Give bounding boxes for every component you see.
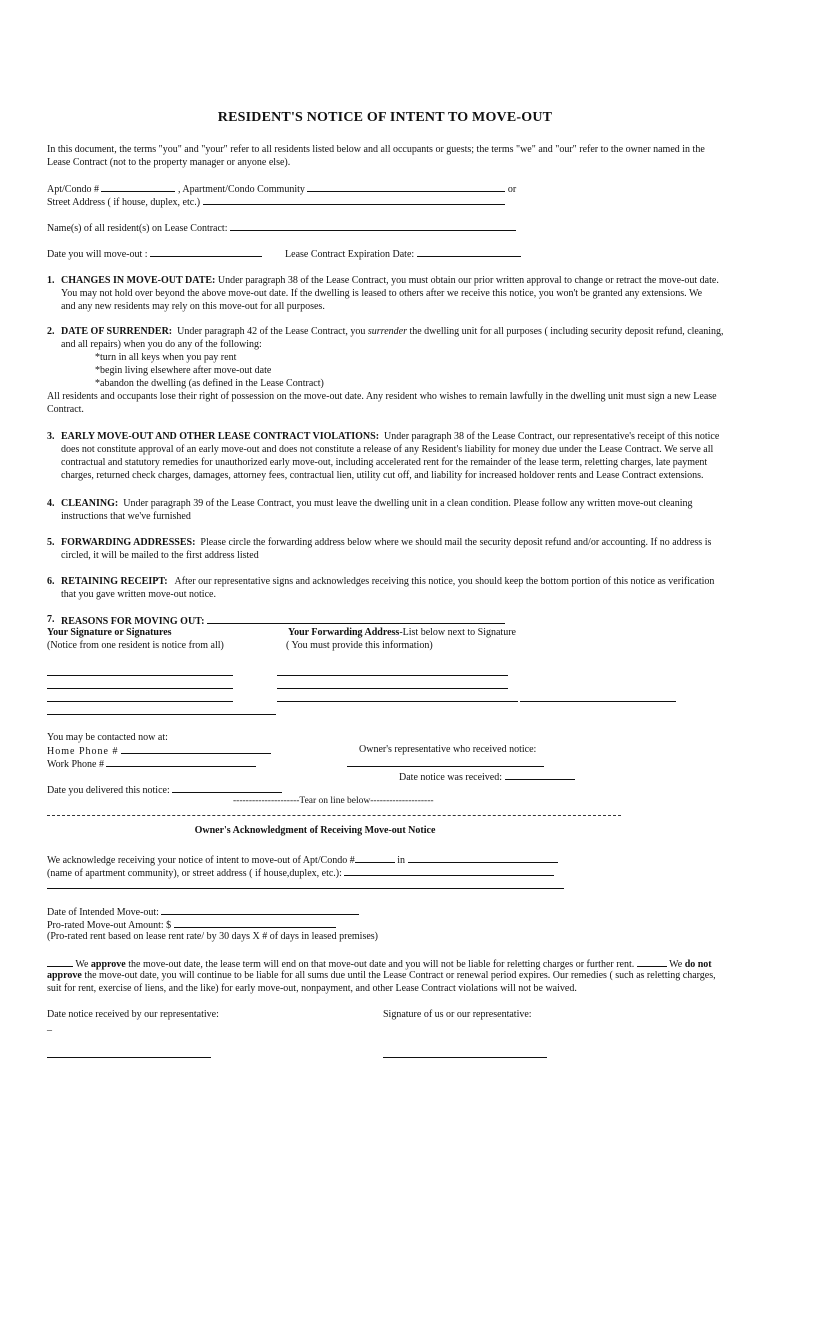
section-5-line-2: circled, it will be mailed to the first address listed bbox=[61, 550, 259, 561]
date-delivered-field[interactable] bbox=[172, 782, 282, 793]
expiration-label: Lease Contract Expiration Date: bbox=[285, 249, 415, 260]
section-4 bbox=[61, 497, 769, 523]
forwarding-address-line-1[interactable] bbox=[277, 675, 508, 676]
street-address-field[interactable] bbox=[203, 194, 505, 205]
section-2-footer-2: Contract. bbox=[47, 404, 84, 415]
names-label: Name(s) of all resident(s) on Lease Contract: bbox=[47, 223, 228, 234]
section-6 bbox=[61, 575, 769, 601]
section-3-line-3: contractual and statutory remedies for unauthorized early move-out, including accelerated rent for the remainder of the lease term, reletting charges, late payment bbox=[61, 457, 708, 468]
section-6-line-1: After our representative signs and acknowledges receiving this notice, you should keep the bottom portion of this notice as verification bbox=[174, 576, 715, 587]
section-3-heading: EARLY MOVE-OUT AND OTHER LEASE CONTRACT VIOLATIONS: bbox=[61, 431, 380, 442]
section-2-bullet-2: *begin living elsewhere after move-out date bbox=[95, 365, 272, 376]
section-2-surrender: surrender bbox=[367, 326, 407, 337]
signature-subheading: (Notice from one resident is notice from all) bbox=[47, 640, 224, 651]
forwarding-address-line-2[interactable] bbox=[277, 688, 508, 689]
section-1-number: 1. bbox=[47, 275, 55, 286]
section-2-bullet-1: *turn in all keys when you pay rent bbox=[95, 352, 237, 363]
rep-date-label: Date notice received by our representative: bbox=[47, 1009, 219, 1020]
names-row bbox=[47, 220, 516, 235]
section-2-line-2: and all repairs) when you do any of the following: bbox=[61, 339, 262, 350]
moveout-label: Date you will move-out : bbox=[47, 249, 148, 260]
intro-line-2: Lease Contract (not to the property manager or anyone else). bbox=[47, 157, 291, 168]
section-3-number: 3. bbox=[47, 431, 55, 442]
signature-line-4[interactable] bbox=[47, 714, 276, 715]
moveout-date-field[interactable] bbox=[150, 246, 262, 257]
section-6-line-2: that you gave written move-out notice. bbox=[61, 589, 216, 600]
section-6-heading: RETAINING RECEIPT: bbox=[61, 576, 168, 587]
not-approve-checkbox-line[interactable] bbox=[637, 956, 667, 967]
section-1-heading: CHANGES IN MOVE-OUT DATE: bbox=[61, 275, 216, 286]
tear-line-label: ---------------------Tear on line below-------------------- bbox=[233, 796, 434, 806]
ack-street-field[interactable] bbox=[344, 865, 554, 876]
not-approve-line bbox=[47, 969, 716, 982]
ack-line-2 bbox=[47, 865, 554, 880]
ack-apt-field[interactable] bbox=[355, 852, 395, 863]
forwarding-subheading: ( You must provide this information) bbox=[286, 640, 433, 651]
forwarding-heading-rest: -List below next to Signature bbox=[399, 627, 516, 638]
approve-word-2: approve bbox=[47, 970, 82, 981]
date-received-label: Date notice was received: bbox=[399, 772, 503, 783]
street-label: Street Address ( if house, duplex, etc.) bbox=[47, 197, 201, 208]
forwarding-address-line-4[interactable] bbox=[520, 701, 676, 702]
section-1-line-3: and any new residents may rely on this move-out for all purposes. bbox=[61, 301, 325, 312]
section-1 bbox=[61, 274, 769, 313]
ack-address-line[interactable] bbox=[47, 888, 564, 889]
date-received-row bbox=[399, 769, 575, 784]
section-3-line-2: does not constitute approval of an early move-out and does not constitute a release of any Resident's liability for money due under the Lease Contract. We serve all bbox=[61, 444, 714, 455]
work-phone-field[interactable] bbox=[106, 756, 256, 767]
intended-date-field[interactable] bbox=[161, 904, 359, 915]
section-2-footer-1: All residents and occupants lose their right of possession on the move-out date. Any resident who wishes to remain lawfully in the dwelling unit must sign a new Lease bbox=[47, 391, 717, 402]
resident-names-field[interactable] bbox=[230, 220, 516, 231]
section-1-line-1: Under paragraph 38 of the Lease Contract, you must obtain our prior written approval to change or retract the move-out date. bbox=[217, 275, 719, 286]
do-not-word: do not bbox=[684, 959, 712, 970]
section-2-heading: DATE OF SURRENDER: bbox=[61, 326, 173, 337]
approve-word: approve bbox=[90, 959, 126, 970]
home-phone-field[interactable] bbox=[121, 743, 271, 754]
approve-we: We bbox=[75, 959, 89, 970]
signature-heading: Your Signature or Signatures bbox=[47, 627, 172, 638]
section-7-number: 7. bbox=[47, 614, 55, 625]
section-3-line-1: Under paragraph 38 of the Lease Contract, our representative's receipt of this notice bbox=[384, 431, 720, 442]
section-5-line-1: Please circle the forwarding address below where we should mail the security deposit refund and/or accounting. If no address is bbox=[200, 537, 712, 548]
work-phone-label: Work Phone # bbox=[47, 759, 104, 770]
intro-line-1: In this document, the terms "you" and "your" refer to all residents listed below and all occupants or guests; the terms "we" and "our" refer to the owner named in the bbox=[47, 144, 705, 155]
signature-line-3[interactable] bbox=[47, 701, 233, 702]
approve-checkbox-line[interactable] bbox=[47, 956, 73, 967]
approve-we-2: We bbox=[669, 959, 683, 970]
section-2-line-1a: Under paragraph 42 of the Lease Contract, you bbox=[177, 326, 366, 337]
forwarding-heading-row bbox=[288, 626, 516, 639]
owner-rep-field[interactable] bbox=[347, 766, 544, 767]
ack-community-field[interactable] bbox=[408, 852, 558, 863]
home-phone-label: Home Phone # bbox=[47, 746, 119, 757]
rep-signature-field[interactable] bbox=[383, 1057, 547, 1058]
section-2-bullet-3: *abandon the dwelling (as defined in the Lease Contract) bbox=[95, 378, 324, 389]
owner-rep-label: Owner's representative who received notice: bbox=[359, 744, 537, 755]
ack-line-1a: We acknowledge receiving your notice of intent to move-out of Apt/Condo # bbox=[47, 855, 355, 866]
forwarding-heading: Your Forwarding Address bbox=[288, 627, 400, 638]
street-row bbox=[47, 194, 505, 209]
moveout-row bbox=[47, 246, 521, 261]
ack-line-2-label: (name of apartment community), or street address ( if house,duplex, etc.): bbox=[47, 868, 342, 879]
section-2-number: 2. bbox=[47, 326, 55, 337]
section-1-line-2: You may not hold over beyond the above move-out date. If the dwelling is leased to others after we receive this notice, you won't be granted any extensions. We bbox=[61, 288, 703, 299]
not-approve-rest: the move-out date, you will continue to be liable for all sums due until the Lease Contract or renewal period expires. Our remedies ( such as reletting charges, bbox=[84, 970, 716, 981]
community-field[interactable] bbox=[307, 181, 505, 192]
section-4-line-1: Under paragraph 39 of the Lease Contract, you must leave the dwelling unit in a clean condition. Please follow any written move-out cleaning bbox=[123, 498, 693, 509]
date-received-field[interactable] bbox=[505, 769, 575, 780]
section-4-line-2: instructions that we've furnished bbox=[61, 511, 191, 522]
apt-number-field[interactable] bbox=[101, 181, 175, 192]
page-title: RESIDENT'S NOTICE OF INTENT TO MOVE-OUT bbox=[217, 110, 553, 125]
work-phone-row bbox=[47, 756, 256, 771]
reasons-for-moving-field[interactable] bbox=[207, 613, 505, 624]
not-approve-line-3: suit for rent, exercise of liens, and the like) for early move-out, nonpayment, and other Lease Contract violations will not be waived. bbox=[47, 983, 577, 994]
section-5-number: 5. bbox=[47, 537, 55, 548]
ack-in: in bbox=[397, 855, 406, 866]
approve-rest: the move-out date, the lease term will end on that move-out date and you will not be liable for reletting charges or further rent. bbox=[128, 959, 635, 970]
or-label: or bbox=[507, 184, 517, 195]
date-delivered-label: Date you delivered this notice: bbox=[47, 785, 170, 796]
section-4-heading: CLEANING: bbox=[61, 498, 119, 509]
section-6-number: 6. bbox=[47, 576, 55, 587]
tear-line bbox=[47, 815, 621, 816]
section-7-heading: REASONS FOR MOVING OUT: bbox=[61, 616, 205, 627]
section-3 bbox=[61, 430, 769, 482]
community-label: , Apartment/Condo Community bbox=[177, 184, 305, 195]
dash-mark: _ bbox=[47, 1021, 52, 1032]
contact-label: You may be contacted now at: bbox=[47, 732, 168, 743]
rep-date-field[interactable] bbox=[47, 1057, 211, 1058]
forwarding-address-line-3[interactable] bbox=[277, 701, 518, 702]
prorated-amount-field[interactable] bbox=[174, 917, 336, 928]
intended-label: Date of Intended Move-out: bbox=[47, 907, 159, 918]
acknowledgment-heading: Owner's Acknowledgment of Receiving Move-out Notice bbox=[194, 825, 436, 836]
section-3-line-4: charges, returned check charges, damages, attorney fees, contractual lien, utility cut off, and liability for increased holdover rents and Lease Contract extensions. bbox=[61, 470, 704, 481]
section-4-number: 4. bbox=[47, 498, 55, 509]
rep-signature-label: Signature of us or our representative: bbox=[383, 1009, 532, 1020]
section-5 bbox=[61, 536, 769, 562]
expiration-date-field[interactable] bbox=[417, 246, 521, 257]
prorated-note: (Pro-rated rent based on lease rent rate/ by 30 days X # of days in leased premises) bbox=[47, 931, 379, 942]
section-2-line-1c: the dwelling unit for all purposes ( including security deposit refund, cleaning, bbox=[409, 326, 724, 337]
section-2 bbox=[61, 325, 769, 390]
section-5-heading: FORWARDING ADDRESSES: bbox=[61, 537, 196, 548]
signature-line-2[interactable] bbox=[47, 688, 233, 689]
signature-line-1[interactable] bbox=[47, 675, 233, 676]
apt-label: Apt/Condo # bbox=[47, 184, 99, 195]
prorated-label: Pro-rated Move-out Amount: $ bbox=[47, 920, 172, 931]
